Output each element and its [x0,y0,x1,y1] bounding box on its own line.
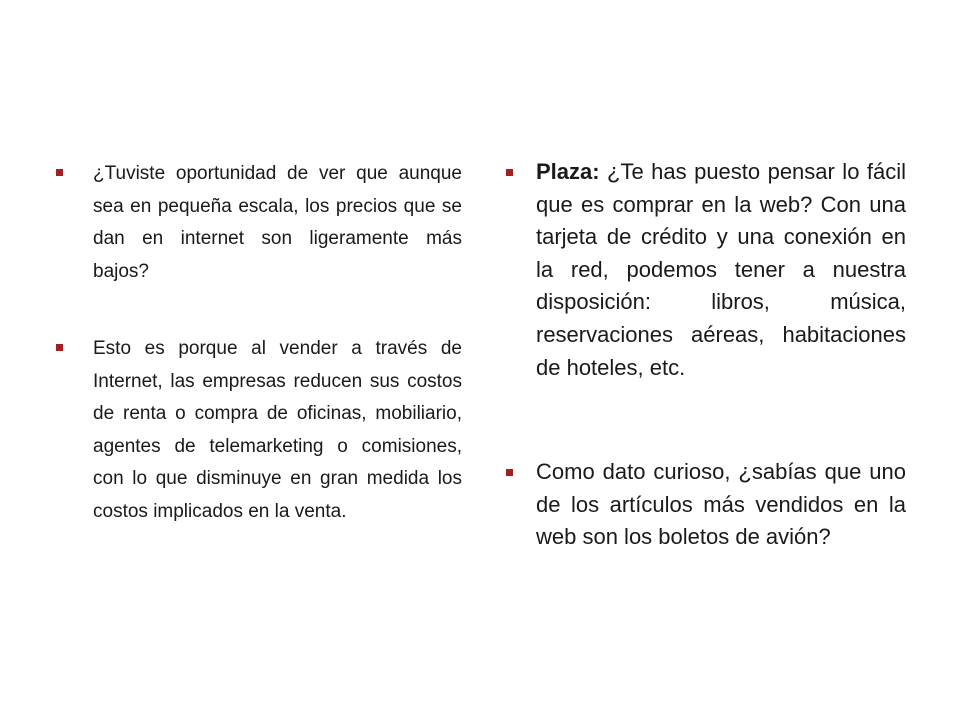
bullet-item [500,456,906,554]
bullet-lead-label: Plaza: [536,159,600,184]
square-bullet-icon [506,169,513,176]
bullet-text: Esto es porque al vender a través de Internet, las empresas reducen sus costos de renta o compra de oficinas, mobiliario, agentes de telemarketing o comisiones, con lo que disminuye en gran medida los costos implicados en la venta. [93,338,462,522]
bullet-item [500,156,906,384]
square-bullet-icon [56,169,63,176]
bullet-text [536,156,906,384]
square-bullet-icon [506,469,513,476]
bullet-item [56,333,462,528]
square-bullet-icon [56,344,63,351]
bullet-body: ¿Te has puesto pensar lo fácil que es comprar en la web? Con una tarjeta de crédito y una conexión en la red, podemos tener a nuestra disposición: libros, música, reservaciones aéreas, habitaciones de hoteles, etc. [536,159,906,380]
bullet-text: ¿Tuviste oportunidad de ver que aunque sea en pequeña escala, los precios que se dan en internet son ligeramente más bajos? [93,163,462,282]
bullet-text: Como dato curioso, ¿sabías que uno de los artículos más vendidos en la web son los boletos de avión? [536,459,906,550]
bullet-item [56,158,462,288]
